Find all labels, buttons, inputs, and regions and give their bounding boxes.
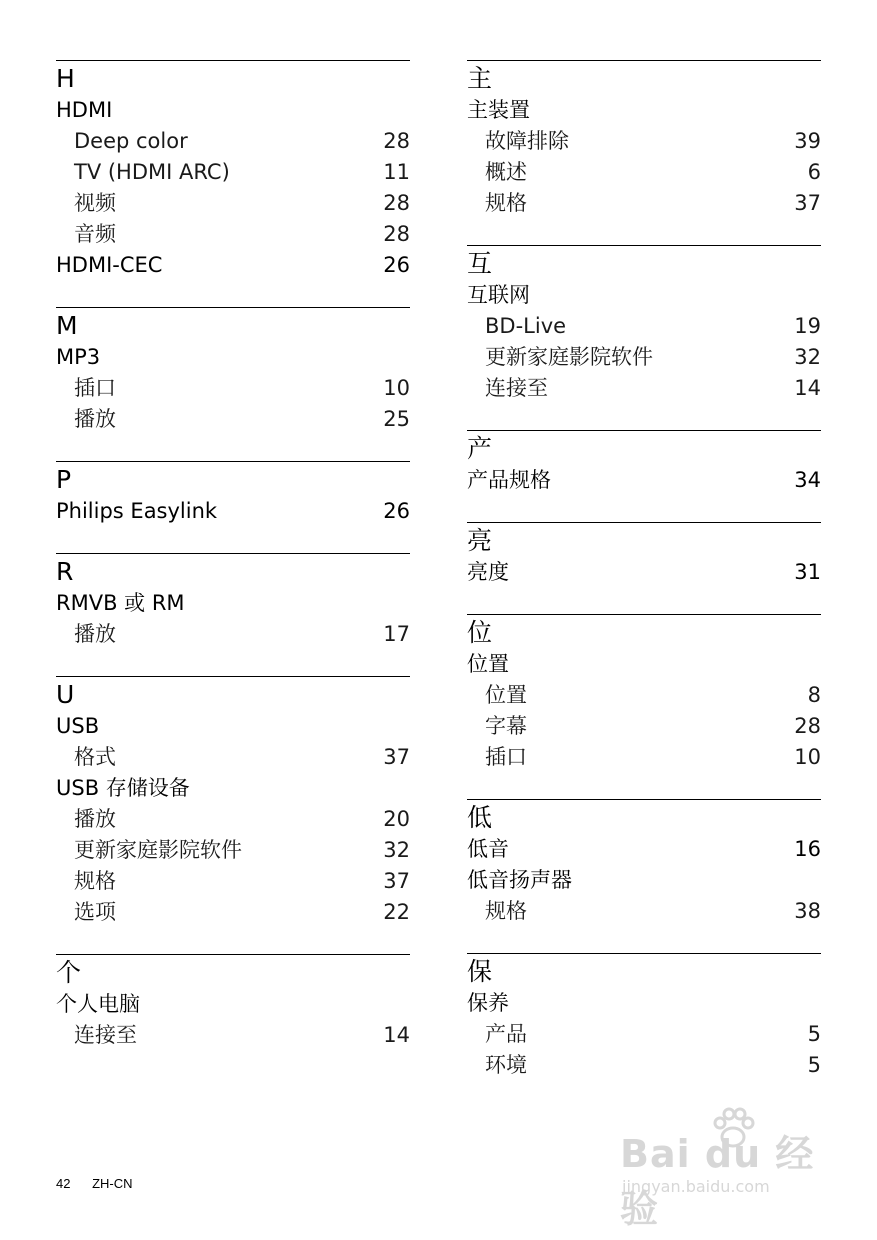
entry-page-number: 31 [794, 560, 821, 584]
index-section [467, 245, 821, 404]
index-term [56, 342, 410, 373]
entry-label: 更新家庭影院软件 [485, 345, 653, 369]
entry-page-number: 5 [807, 1022, 821, 1046]
index-term [467, 834, 821, 865]
entry-page-number: 37 [383, 869, 410, 893]
entry-label: 故障排除 [485, 129, 569, 153]
section-letter: U [56, 680, 75, 709]
index-subterm [56, 619, 410, 650]
entry-label: BD-Live [485, 314, 567, 338]
index-term [467, 95, 821, 126]
entry-label: MP3 [56, 345, 101, 369]
index-subterm [56, 188, 410, 219]
index-term [56, 95, 410, 126]
entry-page-number: 34 [794, 468, 821, 492]
section-letter: 互 [467, 249, 493, 278]
index-section [467, 614, 821, 773]
entry-label: HDMI-CEC [56, 253, 163, 277]
entry-label: 音频 [74, 222, 116, 246]
entry-label: Deep color [74, 129, 188, 153]
index-subterm [56, 157, 410, 188]
section-letter: 位 [467, 618, 493, 647]
index-term [467, 649, 821, 680]
index-subterm [56, 897, 410, 928]
entry-page-number: 25 [383, 407, 410, 431]
index-term [467, 465, 821, 496]
index-term [467, 865, 821, 896]
entry-page-number: 32 [794, 345, 821, 369]
entry-label: 插口 [485, 745, 527, 769]
watermark-logo [620, 1105, 830, 1231]
index-subterm [56, 804, 410, 835]
section-letter: 个 [56, 958, 82, 987]
section-letter: H [56, 64, 75, 93]
entry-label: RMVB 或 RM [56, 591, 185, 615]
index-term [56, 496, 410, 527]
index-section [56, 60, 410, 281]
index-section [467, 60, 821, 219]
entry-label: 概述 [485, 160, 527, 184]
index-section [467, 953, 821, 1081]
entry-label: USB 存储设备 [56, 776, 190, 800]
entry-page-number: 37 [794, 191, 821, 215]
index-subterm [467, 126, 821, 157]
entry-label: 互联网 [467, 283, 530, 307]
entry-label: TV (HDMI ARC) [74, 160, 230, 184]
entry-label: 产品 [485, 1022, 527, 1046]
entry-label: 产品规格 [467, 468, 551, 492]
entry-page-number: 28 [383, 129, 410, 153]
index-section [56, 461, 410, 527]
entry-label: 视频 [74, 191, 116, 215]
entry-label: 保养 [467, 991, 509, 1015]
index-subterm [467, 373, 821, 404]
entry-page-number: 28 [383, 222, 410, 246]
section-letter: 产 [467, 434, 493, 463]
entry-page-number: 17 [383, 622, 410, 646]
entry-label: 连接至 [74, 1023, 137, 1047]
entry-page-number: 39 [794, 129, 821, 153]
index-subterm [467, 1019, 821, 1050]
entry-page-number: 6 [807, 160, 821, 184]
entry-label: 个人电脑 [56, 992, 140, 1016]
index-section [467, 430, 821, 496]
section-letter: 亮 [467, 526, 493, 555]
index-subterm [56, 1020, 410, 1051]
entry-page-number: 37 [383, 745, 410, 769]
section-letter: P [56, 465, 72, 494]
index-subterm [467, 680, 821, 711]
entry-page-number: 22 [383, 900, 410, 924]
language-code: ZH-CN [92, 1176, 133, 1191]
index-column-left [56, 60, 410, 1077]
entry-label: 规格 [74, 869, 116, 893]
index-subterm [467, 342, 821, 373]
index-section [56, 676, 410, 928]
section-letter: 低 [467, 803, 493, 832]
index-subterm [56, 126, 410, 157]
entry-label: 主装置 [467, 98, 530, 122]
entry-label: HDMI [56, 98, 113, 122]
index-subterm [56, 835, 410, 866]
index-subterm [56, 404, 410, 435]
entry-label: 字幕 [485, 714, 527, 738]
index-subterm [467, 742, 821, 773]
index-column-right [467, 60, 821, 1107]
index-term [467, 557, 821, 588]
entry-label: 播放 [74, 807, 116, 831]
index-section [56, 553, 410, 650]
page-number: 42 [56, 1176, 71, 1191]
index-subterm [56, 373, 410, 404]
entry-page-number: 14 [383, 1023, 410, 1047]
entry-page-number: 26 [383, 253, 410, 277]
index-section [467, 522, 821, 588]
index-term [56, 989, 410, 1020]
index-subterm [467, 1050, 821, 1081]
entry-label: 低音 [467, 837, 509, 861]
entry-label: 规格 [485, 899, 527, 923]
entry-label: 规格 [485, 191, 527, 215]
entry-label: USB [56, 714, 100, 738]
index-subterm [56, 866, 410, 897]
entry-label: 位置 [485, 683, 527, 707]
entry-page-number: 10 [794, 745, 821, 769]
section-letter: R [56, 557, 74, 586]
entry-label: 选项 [74, 900, 116, 924]
index-term [56, 588, 410, 619]
entry-page-number: 20 [383, 807, 410, 831]
entry-label: 播放 [74, 407, 116, 431]
index-subterm [467, 188, 821, 219]
watermark-brand: Bai du 经验 [620, 1132, 815, 1231]
index-subterm [56, 742, 410, 773]
entry-label: 环境 [485, 1053, 527, 1077]
index-term [56, 250, 410, 281]
entry-page-number: 16 [794, 837, 821, 861]
section-letter: 保 [467, 957, 493, 986]
entry-label: 低音扬声器 [467, 868, 572, 892]
index-section [56, 954, 410, 1051]
entry-label: 连接至 [485, 376, 548, 400]
entry-page-number: 28 [794, 714, 821, 738]
entry-label: 更新家庭影院软件 [74, 838, 242, 862]
entry-page-number: 11 [383, 160, 410, 184]
entry-page-number: 26 [383, 499, 410, 523]
entry-page-number: 19 [794, 314, 821, 338]
entry-page-number: 5 [807, 1053, 821, 1077]
entry-label: 位置 [467, 652, 509, 676]
index-section [467, 799, 821, 927]
entry-page-number: 8 [807, 683, 821, 707]
index-section [56, 307, 410, 435]
index-subterm [56, 219, 410, 250]
section-letter: 主 [467, 64, 493, 93]
entry-page-number: 38 [794, 899, 821, 923]
entry-page-number: 14 [794, 376, 821, 400]
index-term [56, 711, 410, 742]
index-term [56, 773, 410, 804]
entry-label: 格式 [74, 745, 116, 769]
index-subterm [467, 311, 821, 342]
index-term [467, 280, 821, 311]
index-term [467, 988, 821, 1019]
entry-label: 插口 [74, 376, 116, 400]
entry-page-number: 32 [383, 838, 410, 862]
page-footer [56, 1176, 133, 1191]
index-subterm [467, 157, 821, 188]
entry-label: Philips Easylink [56, 499, 218, 523]
entry-page-number: 28 [383, 191, 410, 215]
entry-label: 亮度 [467, 560, 509, 584]
watermark-url: jingyan.baidu.com [622, 1177, 770, 1196]
section-letter: M [56, 311, 78, 340]
index-subterm [467, 711, 821, 742]
entry-label: 播放 [74, 622, 116, 646]
entry-page-number: 10 [383, 376, 410, 400]
index-subterm [467, 896, 821, 927]
